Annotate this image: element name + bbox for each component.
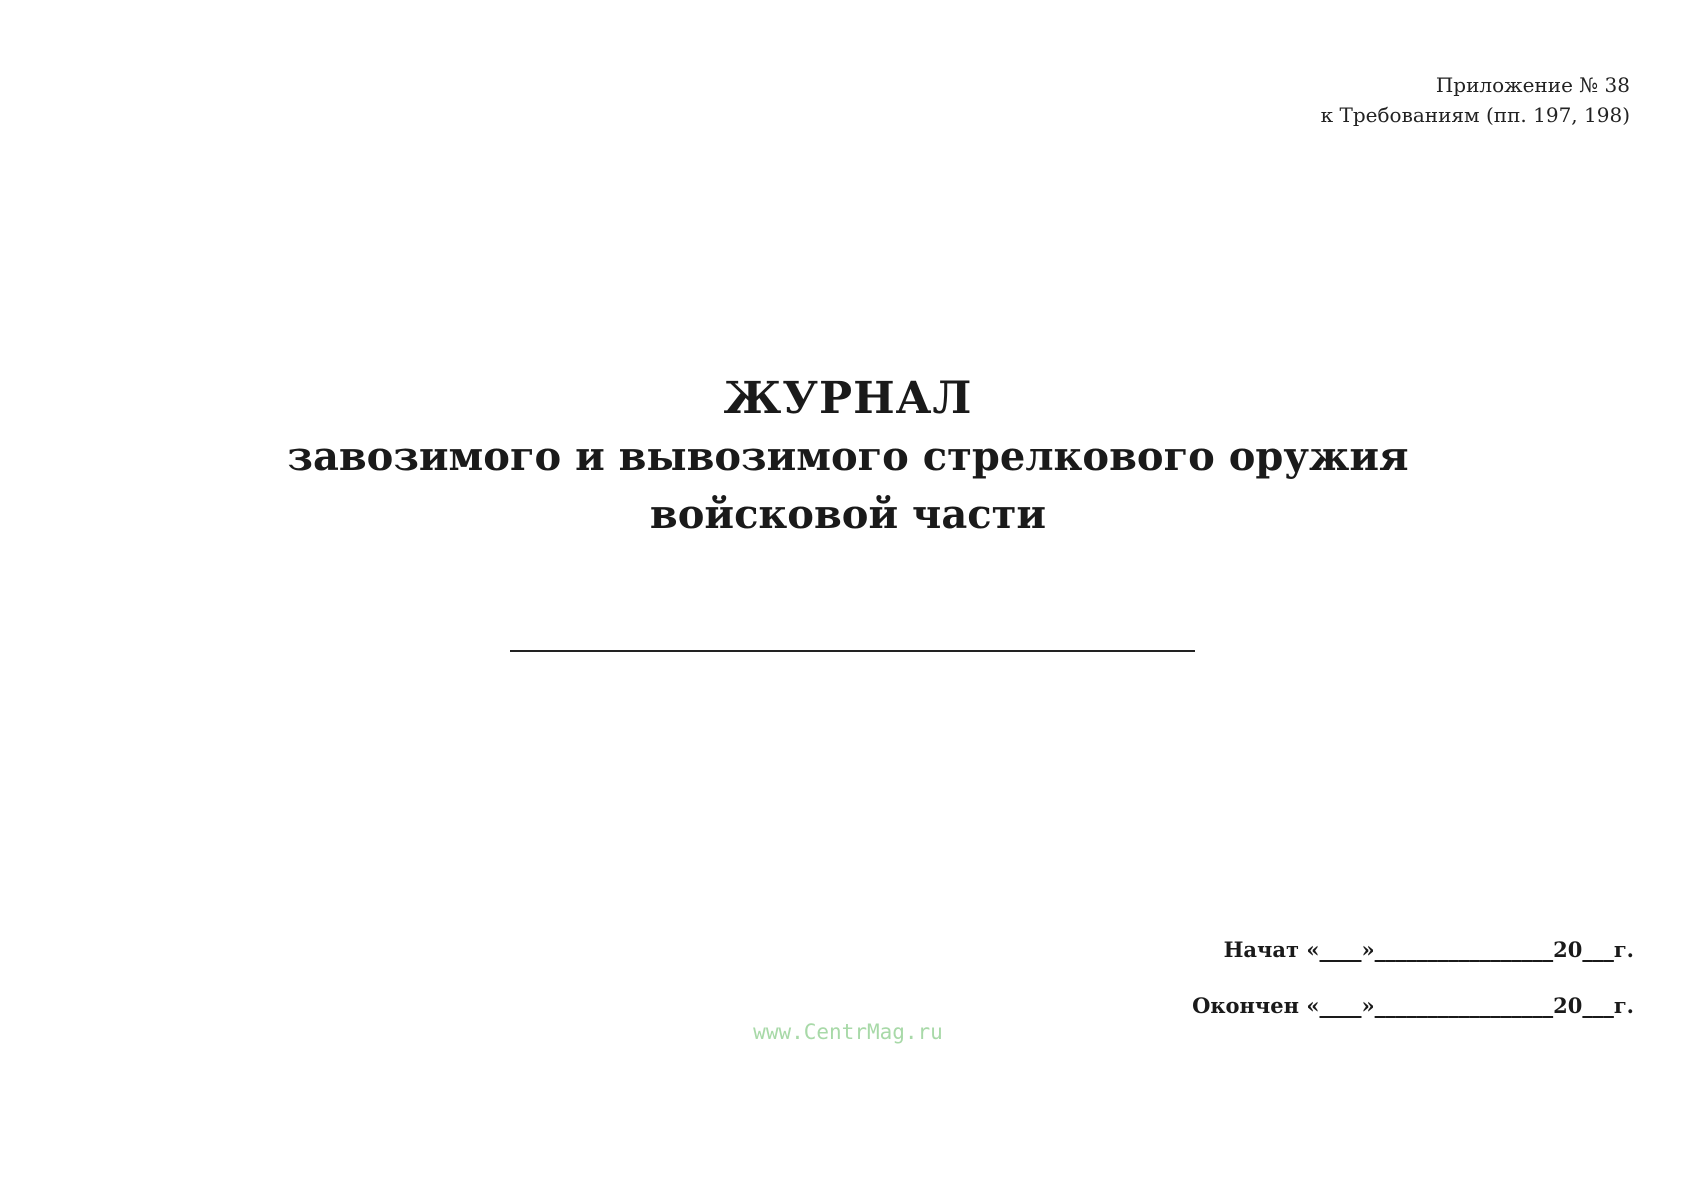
appendix-number: Приложение № 38	[1435, 73, 1630, 97]
watermark: www.CentrMag.ru	[753, 1020, 943, 1044]
appendix-requirements: к Требованиям (пп. 197, 198)	[1320, 103, 1630, 127]
appendix-reference	[1321, 70, 1630, 130]
title-subject: завозимого и вывозимого стрелкового оружия	[287, 433, 1409, 480]
end-date-field: Окончен «____»_________________20___г.	[1192, 993, 1634, 1018]
title-unit: войсковой части	[649, 491, 1047, 538]
start-date-field: Начат «____»_________________20___г.	[1223, 937, 1634, 962]
journal-title	[0, 370, 1696, 544]
title-journal: ЖУРНАЛ	[723, 373, 973, 424]
unit-number-blank-line	[510, 650, 1195, 652]
